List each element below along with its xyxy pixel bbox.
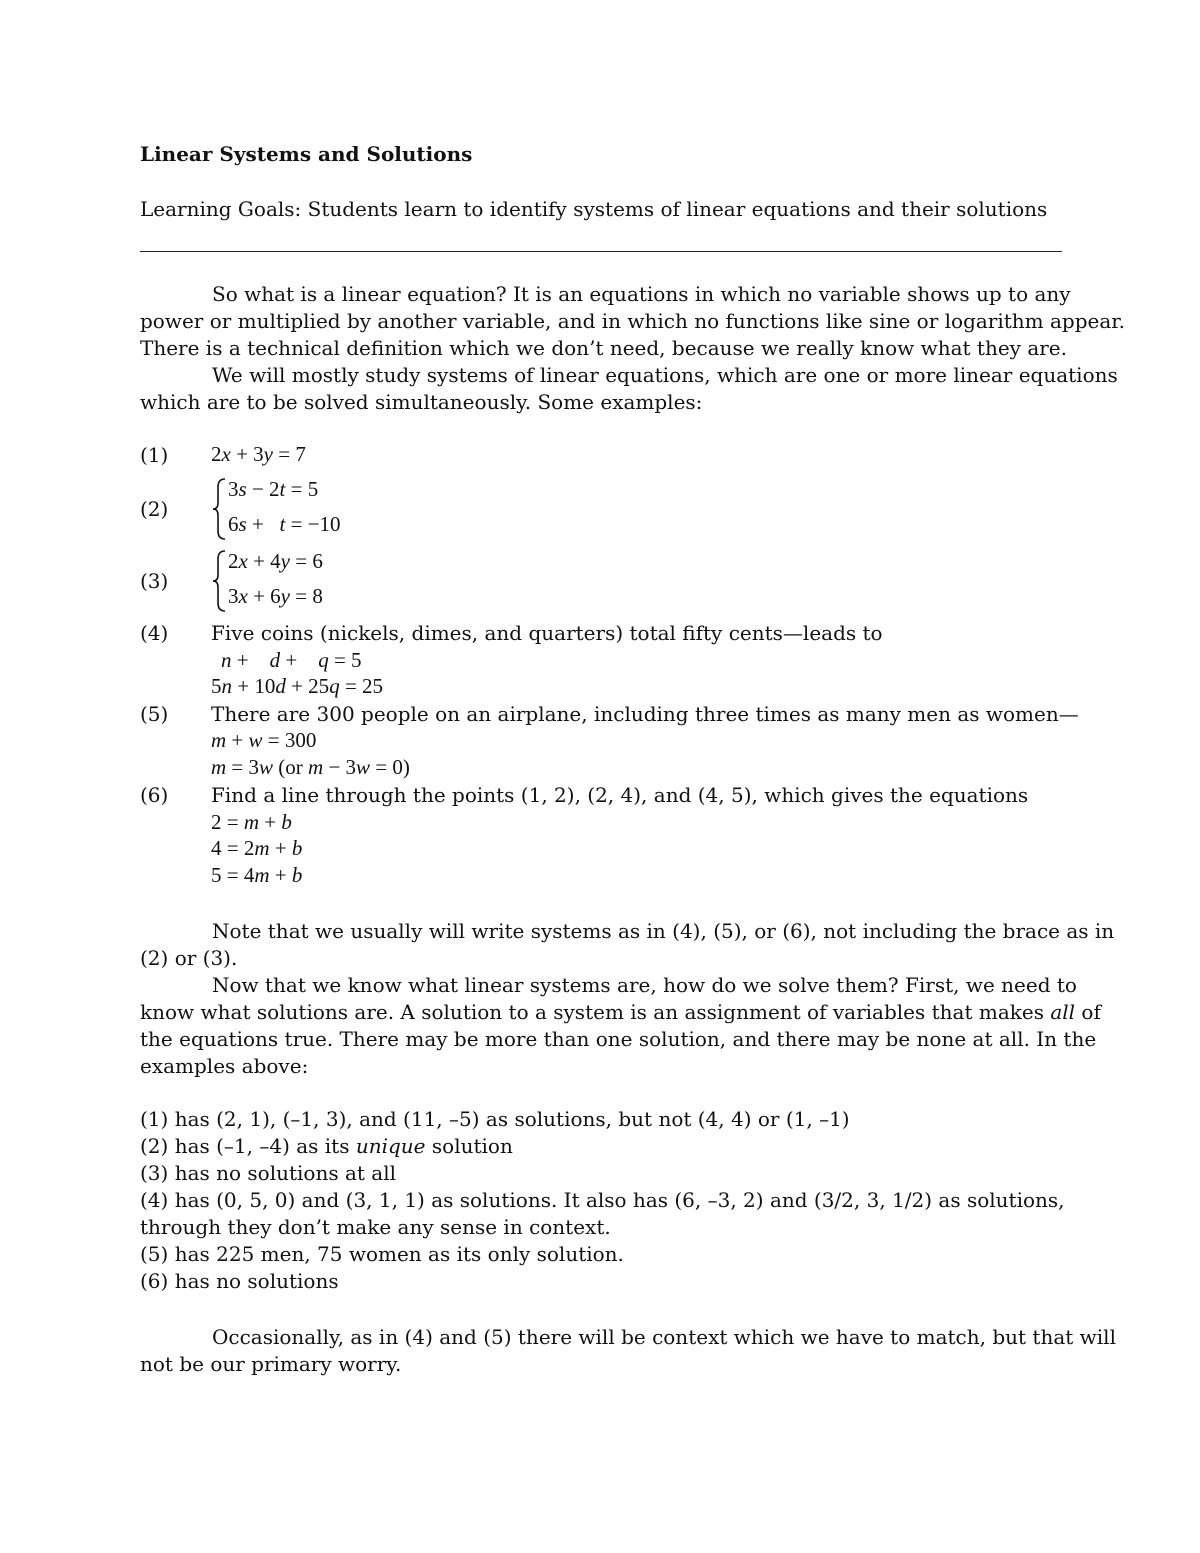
solution-4-line1: (4) has (0, 5, 0) and (3, 1, 1) as solutions. It also has (6, –3, 2) and (3/2, 3, 1/2) as solutions, [140, 1188, 1065, 1212]
equation-2b: 6s + t = −10 [228, 512, 341, 536]
equation-3a: 2x + 4y = 6 [228, 549, 323, 573]
solution-5: (5) has 225 men, 75 women as its only solution. [140, 1242, 624, 1266]
example-number-6: (6) [140, 783, 169, 807]
equation-2a: 3s − 2t = 5 [228, 477, 319, 501]
brace-3 [211, 548, 229, 614]
solution-4-line2: through they don’t make any sense in context. [140, 1215, 611, 1239]
emphasis-unique: unique [355, 1134, 426, 1158]
equation-5a: m + w = 300 [211, 728, 317, 752]
equation-6b: 4 = 2m + b [211, 836, 303, 860]
note-2-line4: examples above: [140, 1054, 309, 1078]
note-1-line2: (2) or (3). [140, 946, 238, 970]
solution-3: (3) has no solutions at all [140, 1161, 396, 1185]
equation-4a: n + d + q = 5 [221, 648, 362, 672]
example-number-1: (1) [140, 443, 169, 467]
equation-4b: 5n + 10d + 25q = 25 [211, 674, 384, 698]
intro-p2-line1: We will mostly study systems of linear equations, which are one or more linear equations [212, 363, 1118, 387]
intro-p1-line1: So what is a linear equation? It is an equations in which no variable shows up to any [212, 282, 1071, 306]
solution-6: (6) has no solutions [140, 1269, 339, 1293]
example-number-4: (4) [140, 621, 169, 645]
learning-goals: Learning Goals: Students learn to identify systems of linear equations and their solutions [140, 197, 1048, 221]
note-2-line2-text: know what solutions are. A solution to a system is an assignment of variables that makes [140, 1000, 1044, 1024]
equation-3b: 3x + 6y = 8 [228, 584, 323, 608]
example-6-text: Find a line through the points (1, 2), (2, 4), and (4, 5), which gives the equations [211, 783, 1029, 807]
example-4-text: Five coins (nickels, dimes, and quarters) total fifty cents—leads to [211, 621, 883, 645]
solution-2-text: (2) has (–1, –4) as its [140, 1134, 350, 1158]
example-5-text: There are 300 people on an airplane, including three times as many men as women— [211, 702, 1079, 726]
intro-p2-line2: which are to be solved simultaneously. Some examples: [140, 390, 703, 414]
closing-line1: Occasionally, as in (4) and (5) there will be context which we have to match, but that will [212, 1325, 1116, 1349]
example-number-2: (2) [140, 497, 169, 521]
horizontal-rule [140, 251, 1062, 252]
intro-p1-line2: power or multiplied by another variable, and in which no functions like sine or logarithm appear. [140, 309, 1125, 333]
intro-p1-line3: There is a technical definition which we don’t need, because we really know what they are. [140, 336, 1067, 360]
example-number-3: (3) [140, 569, 169, 593]
note-2-line3: the equations true. There may be more than one solution, and there may be none at all. In the [140, 1027, 1097, 1051]
solution-1: (1) has (2, 1), (–1, 3), and (11, –5) as solutions, but not (4, 4) or (1, –1) [140, 1107, 850, 1131]
note-2-line2 [140, 999, 1101, 1026]
equation-1: 2x + 3y = 7 [211, 442, 306, 466]
example-number-5: (5) [140, 702, 169, 726]
emphasis-all: all [1050, 1000, 1076, 1024]
note-1-line1: Note that we usually will write systems as in (4), (5), or (6), not including the brace as in [212, 919, 1115, 943]
equation-5b: m = 3w (or m − 3w = 0) [211, 755, 410, 779]
equation-6c: 5 = 4m + b [211, 863, 303, 887]
closing-line2: not be our primary worry. [140, 1352, 402, 1376]
solution-2 [140, 1134, 513, 1158]
note-2-line1: Now that we know what linear systems are, how do we solve them? First, we need to [212, 973, 1077, 997]
brace-2 [211, 476, 229, 542]
note-2-line2-end: of [1081, 1000, 1101, 1024]
equation-6a: 2 = m + b [211, 810, 292, 834]
page-title: Linear Systems and Solutions [140, 142, 473, 166]
solution-2-end: solution [431, 1134, 513, 1158]
